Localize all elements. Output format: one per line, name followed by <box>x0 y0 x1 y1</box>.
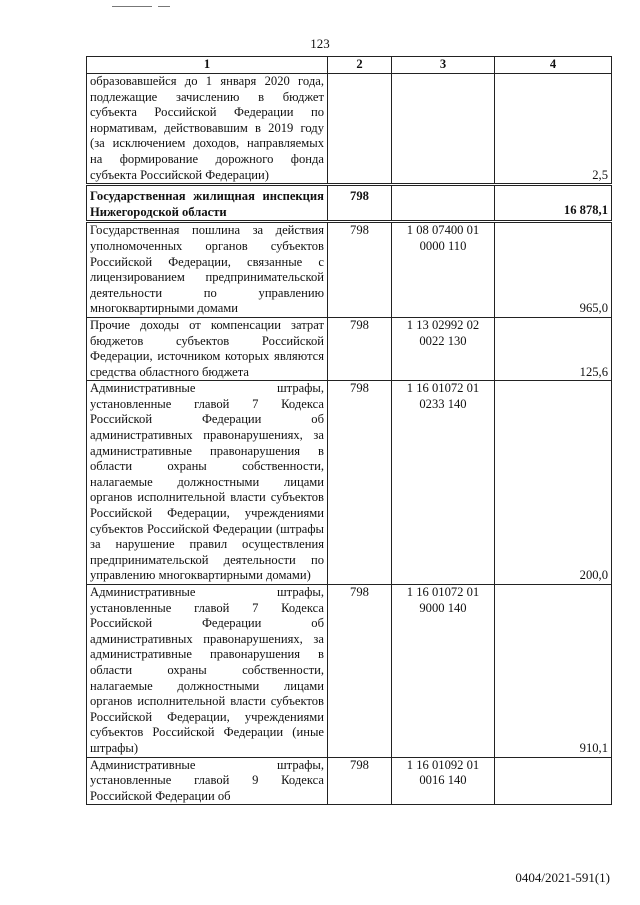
header-col-3: 3 <box>392 57 495 74</box>
row-description: Административные штрафы, установленные главой 7 Кодекса Российской Федерации об административных правонарушениях, за административные правонарушения в области охраны собственности, налагаемые должностными лицами органов исполнительной власти субъектов Российской Федерации, учреждениями субъектов Российской Федерации (иные штрафы) <box>87 585 328 758</box>
row-amount: 2,5 <box>495 74 612 185</box>
row-admin-code: 798 <box>328 381 392 585</box>
row-budget-code: 1 16 01092 01 0016 140 <box>392 757 495 805</box>
row-description: образовавшейся до 1 января 2020 года, подлежащие зачислению в бюджет субъекта Российской Федерации по нормативам, действовавшим в 2019 году (за исключением доходов, направляемых на формирование дорожного фонда субъекта Российской Федерации) <box>87 74 328 185</box>
table-row <box>87 222 612 318</box>
row-budget-code <box>392 74 495 185</box>
row-budget-code: 1 13 02992 02 0022 130 <box>392 317 495 380</box>
table-row-section <box>87 185 612 222</box>
table-row <box>87 317 612 380</box>
row-admin-code: 798 <box>328 757 392 805</box>
row-description: Прочие доходы от компенсации затрат бюджетов субъектов Российской Федерации, источником которых являются средства областного бюджета <box>87 317 328 380</box>
row-amount: 200,0 <box>495 381 612 585</box>
row-description: Административные штрафы, установленные главой 7 Кодекса Российской Федерации об административных правонарушениях, за административные правонарушения в области охраны собственности, налагаемые должностными лицами органов исполнительной власти субъектов Российской Федерации, учреждениями субъектов Российской Федерации (штрафы за нарушение правил осуществления предпринимательской деятельности по управлению многоквартирными домами) <box>87 381 328 585</box>
table-row <box>87 381 612 585</box>
revenue-table <box>86 56 612 805</box>
table-row <box>87 74 612 185</box>
row-budget-code: 1 16 01072 01 9000 140 <box>392 585 495 758</box>
table-row <box>87 585 612 758</box>
row-admin-code: 798 <box>328 185 392 222</box>
row-budget-code: 1 08 07400 01 0000 110 <box>392 222 495 318</box>
row-admin-code: 798 <box>328 222 392 318</box>
header-col-4: 4 <box>495 57 612 74</box>
page-number: 123 <box>310 36 330 51</box>
row-description: Государственная жилищная инспекция Нижегородской области <box>87 185 328 222</box>
header-col-2: 2 <box>328 57 392 74</box>
row-budget-code: 1 16 01072 01 0233 140 <box>392 381 495 585</box>
row-description: Административные штрафы, установленные главой 9 Кодекса Российской Федерации об <box>87 757 328 805</box>
row-admin-code: 798 <box>328 585 392 758</box>
scan-mark <box>112 6 152 7</box>
row-admin-code <box>328 74 392 185</box>
row-description: Государственная пошлина за действия уполномоченных органов субъектов Российской Федерации, связанные с лицензированием предпринимательской деятельности по управлению многоквартирными домами <box>87 222 328 318</box>
header-col-1: 1 <box>87 57 328 74</box>
row-amount: 910,1 <box>495 585 612 758</box>
row-amount: 965,0 <box>495 222 612 318</box>
row-amount <box>495 757 612 805</box>
row-amount: 125,6 <box>495 317 612 380</box>
row-budget-code <box>392 185 495 222</box>
table-header-row <box>87 57 612 74</box>
row-admin-code: 798 <box>328 317 392 380</box>
scan-mark <box>158 6 170 7</box>
document-number: 0404/2021-591(1) <box>515 870 610 885</box>
row-amount: 16 878,1 <box>495 185 612 222</box>
table-row <box>87 757 612 805</box>
